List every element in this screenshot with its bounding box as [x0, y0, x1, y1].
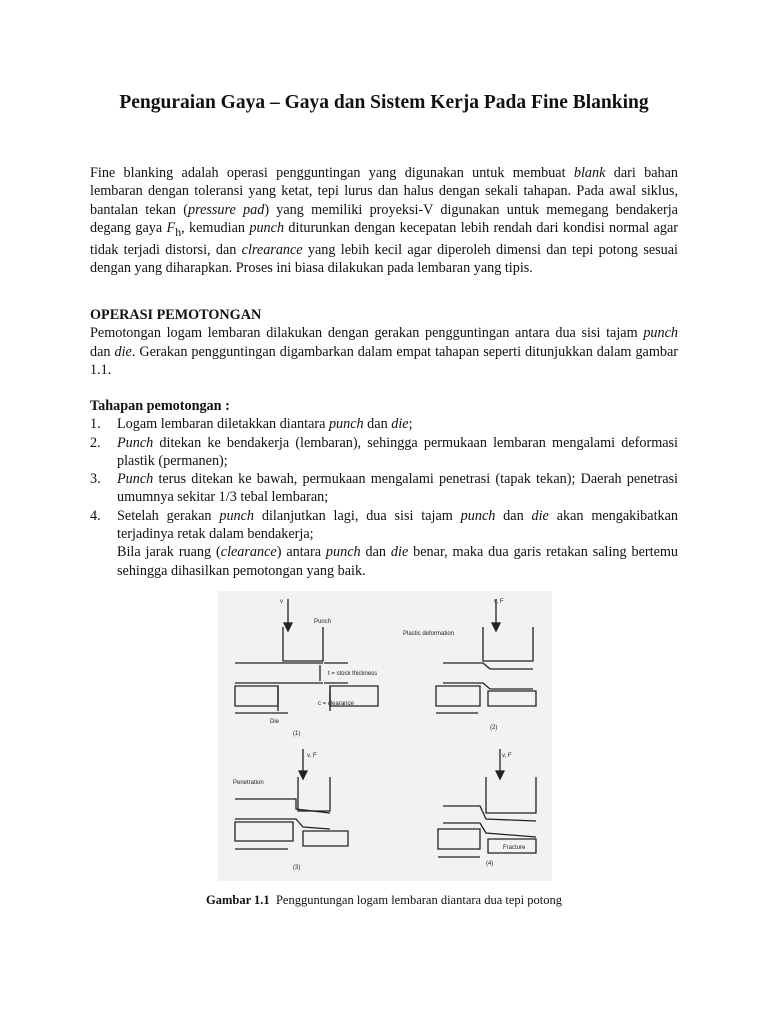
step-segment: clearance	[220, 544, 277, 561]
section-cutting	[90, 306, 678, 379]
figure-1-1	[218, 591, 552, 881]
section-segment: punch	[643, 325, 678, 342]
step-segment: Punch	[117, 434, 154, 451]
step-segment: die	[390, 544, 409, 561]
page-title: Penguraian Gaya – Gaya dan Sistem Kerja Pada Fine Blanking	[119, 92, 649, 113]
step-segment: ;	[408, 416, 413, 433]
intro-segment: diturunkan dengan kecepatan lebih rendah dari kondisi normal agar tidak terjadi distorsi, dan	[90, 219, 678, 259]
section-segment: die	[114, 343, 132, 360]
intro-segment: punch	[249, 219, 285, 236]
figure-label-vf-3: v, F	[307, 753, 317, 759]
figure-label-panel-4: (4)	[486, 861, 494, 867]
list-item	[90, 470, 678, 507]
step-segment: dilanjutkan lagi, dua sisi tajam	[254, 507, 461, 524]
figure-label-panel-1: (1)	[293, 731, 301, 737]
step-segment: punch	[219, 507, 255, 524]
list-item	[90, 415, 678, 433]
intro-segment: yang lebih kecil agar diperoleh dimensi dan tepi potong sesuai dengan yang diharapkan. Proses ini biasa dilakukan pada lembaran yang tipis.	[90, 242, 678, 277]
step-segment: punch	[460, 507, 496, 524]
figure-label-thickness: t = stock thickness	[328, 671, 378, 677]
step-segment: dan	[360, 544, 391, 561]
steps-list	[90, 415, 678, 580]
step-segment: Punch	[117, 471, 154, 488]
section-segment: dan	[90, 343, 115, 360]
step-segment: ) antara	[276, 544, 326, 561]
caption-label: Gambar 1.1	[206, 893, 270, 907]
step-segment: Setelah gerakan	[117, 507, 220, 524]
section-paragraph	[90, 324, 678, 379]
intro-segment: dari bahan lembaran dengan toleransi yang ketat, tepi lurus dan halus dengan sekali tahapan. Pada awal siklus, bantalan tekan (	[90, 165, 678, 218]
list-item	[90, 507, 678, 544]
section-heading: OPERASI PEMOTONGAN	[90, 307, 262, 323]
list-item	[90, 434, 678, 471]
intro-segment: , kemudian	[181, 219, 250, 236]
step-segment: Bila jarak ruang (	[117, 544, 221, 561]
figure-diagram	[218, 591, 552, 881]
figure-label-panel-3: (3)	[293, 865, 301, 871]
caption-text: Pengguntungan logam lembaran diantara dua tepi potong	[275, 893, 562, 907]
section-segment: . Gerakan pengguntingan digambarkan dalam empat tahapan seperti ditunjukkan dalam gambar 1.1.	[90, 343, 678, 378]
intro-segment: F	[166, 219, 176, 236]
figure-label-plastic: Plastic deformation	[403, 631, 455, 637]
step-segment: Logam lembaran diletakkan diantara	[117, 416, 329, 433]
step-segment: punch	[325, 544, 361, 561]
intro-segment: h	[175, 224, 182, 239]
step-segment: terus ditekan ke bawah, permukaan mengalami penetrasi (tapak tekan); Daerah penetrasi umumnya sekitar 1/3 tebal lembaran;	[117, 471, 678, 506]
step-segment: die	[391, 416, 409, 433]
list-item-number: 3.	[90, 471, 101, 488]
step-segment: dan	[363, 416, 392, 433]
figure-label-die: Die	[270, 719, 280, 725]
intro-segment: clrearance	[241, 242, 303, 259]
steps-heading: Tahapan pemotongan :	[90, 398, 230, 414]
list-item-number: 2.	[90, 434, 101, 451]
intro-paragraph	[90, 164, 678, 278]
step-segment: ditekan ke bendakerja (lembaran), sehingga permukaan lembaran mengalami deformasi plastik (permanen);	[117, 434, 678, 469]
figure-label-vf-4: v, F	[502, 753, 512, 759]
figure-label-v: v	[280, 599, 283, 605]
figure-label-fracture: Fracture	[503, 845, 526, 851]
figure-label-penetration: Penetration	[233, 780, 264, 786]
list-item	[90, 543, 678, 580]
intro-segment: blank	[573, 165, 606, 181]
steps-section	[90, 397, 678, 580]
figure-label-panel-2: (2)	[490, 725, 498, 731]
intro-text	[90, 164, 678, 278]
step-segment: die	[531, 507, 549, 524]
list-item-number: 1.	[90, 416, 101, 433]
section-segment: Pemotongan logam lembaran dilakukan dengan gerakan pengguntingan antara dua sisi tajam	[90, 325, 644, 342]
step-segment: benar, maka dua garis retakan saling bertemu sehingga dihasilkan pemotongan yang baik.	[117, 544, 678, 579]
list-item-number: 4.	[90, 507, 101, 524]
figure-label-vf-2: v, F	[494, 599, 504, 605]
intro-segment: pressure pad	[187, 201, 265, 218]
step-segment: dan	[495, 507, 532, 524]
figure-caption	[0, 893, 768, 908]
step-segment: akan mengakibatkan terjadinya retak dalam bendakerja;	[117, 507, 678, 543]
intro-segment: Fine blanking adalah operasi pengguntingan yang digunakan untuk membuat	[90, 165, 574, 181]
figure-label-punch: Punch	[314, 619, 332, 625]
figure-label-clearance: c = clearance	[318, 701, 354, 707]
intro-segment: ) yang memiliki proyeksi-V digunakan untuk memegang bendakerja degang gaya	[90, 201, 678, 236]
step-segment: punch	[328, 416, 364, 433]
